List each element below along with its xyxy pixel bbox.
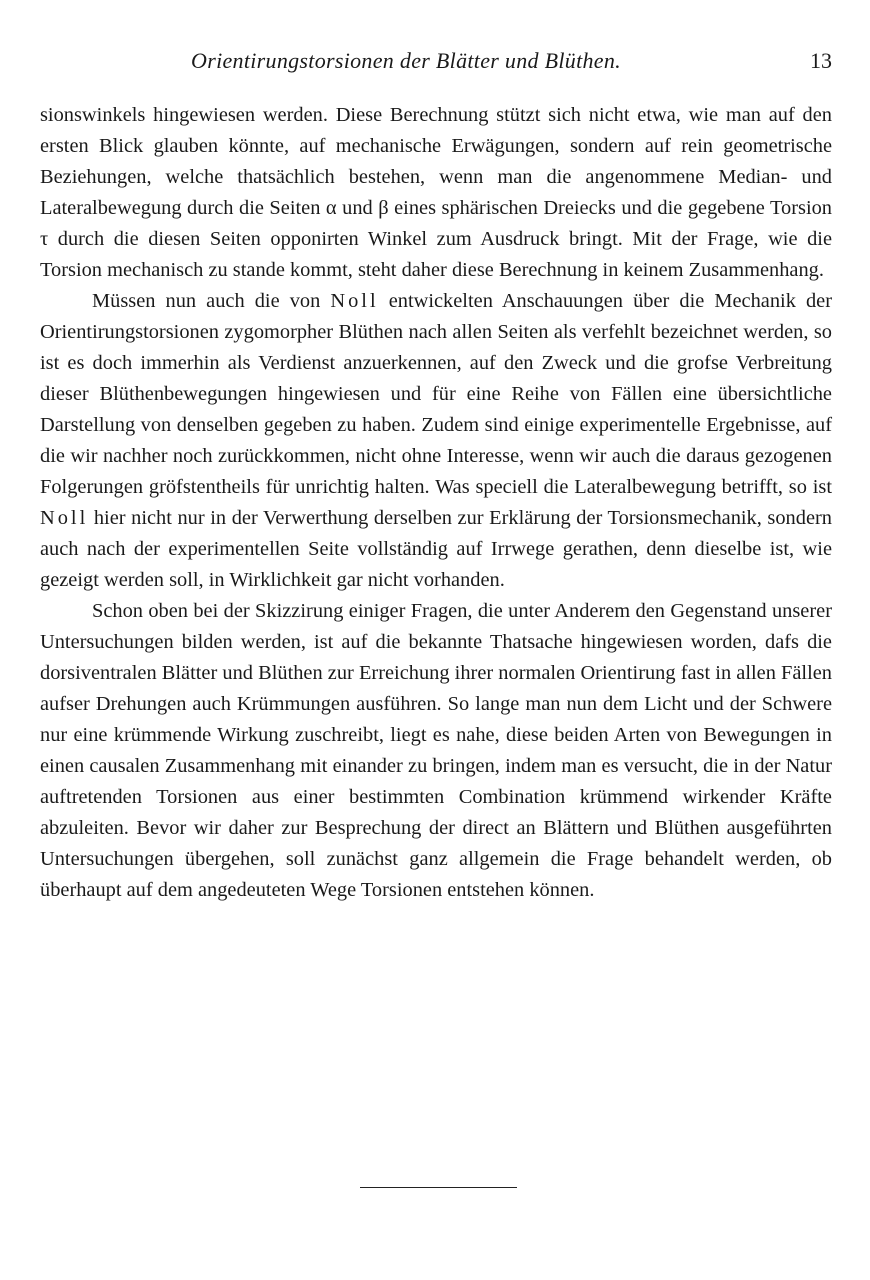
paragraph-3: Schon oben bei der Skizzirung einiger Fragen, die unter Anderem den Gegenstand unserer Untersuchungen bilden werden, ist auf die bekannte Thatsache hingewiesen worden, dafs die dorsiventralen Blätter und Blüthen zur Erreichung ihrer normalen Orientirung fast in allen Fällen aufser Drehungen auch Krümmungen ausführen. So lange man nun dem Licht und der Schwere nur eine krümmende Wirkung zuschreibt, liegt es nahe, diese beiden Arten von Bewegungen in einen causalen Zusammenhang mit einander zu bringen, indem man es versucht, die in der Natur auftretenden Torsionen aus einer bestimmten Combination krümmend wirkender Kräfte abzuleiten. Bevor wir daher zur Besprechung der direct an Blättern und Blüthen ausgeführten Untersuchungen übergehen, soll zunächst ganz allgemein die Frage behandelt werden, ob überhaupt auf dem angedeuteten Wege Torsionen entstehen können. — [40, 600, 832, 901]
end-rule — [360, 1187, 517, 1188]
paragraph-2-text-a: Müssen nun auch die von — [92, 290, 331, 312]
paragraph-2 — [40, 286, 832, 596]
paragraph-2-text-c: hier nicht nur in der Verwerthung derselben zur Erklärung der Torsionsmechanik, sondern auch nach der experimentellen Seite vollständig auf Irrwege gerathen, denn dieselbe ist, wie gezeigt werden soll, in Wirklichkeit gar nicht vorhanden. — [40, 507, 832, 591]
paragraph-2-text-b: entwickelten Anschauungen über die Mechanik der Orientirungstorsionen zygomorpher Blüthen nach allen Seiten als verfehlt bezeichnet werden, so ist es doch immerhin als Verdienst anzuerkennen, auf den Zweck und die grofse Verbreitung dieser Blüthenbewegungen hingewiesen und für eine Reihe von Fällen eine übersichtliche Darstellung von denselben gegeben zu haben. Zudem sind einige experimentelle Ergebnisse, auf die wir nachher noch zurückkommen, nicht ohne Interesse, wenn wir auch die daraus gezogenen Folgerungen gröfstentheils für unrichtig halten. Was speciell die Lateralbewegung betrifft, so ist — [40, 290, 832, 498]
page-body — [40, 100, 832, 906]
page-header — [40, 48, 832, 80]
page-number: 13 — [810, 48, 832, 73]
author-name-noll: Noll — [40, 507, 89, 529]
author-name-noll: Noll — [330, 290, 379, 312]
running-title: Orientirungstorsionen der Blätter und Blüthen. — [191, 48, 621, 73]
paragraph-1: sionswinkels hingewiesen werden. Diese Berechnung stützt sich nicht etwa, wie man auf den ersten Blick glauben könnte, auf mechanische Erwägungen, sondern auf rein geometrische Beziehungen, welche thatsächlich bestehen, wenn man die angenommene Median- und Lateralbewegung durch die Seiten α und β eines sphärischen Dreiecks und die gegebene Torsion τ durch die diesen Seiten opponirten Winkel zum Ausdruck bringt. Mit der Frage, wie die Torsion mechanisch zu stande kommt, steht daher diese Berechnung in keinem Zusammenhang. — [40, 104, 832, 281]
